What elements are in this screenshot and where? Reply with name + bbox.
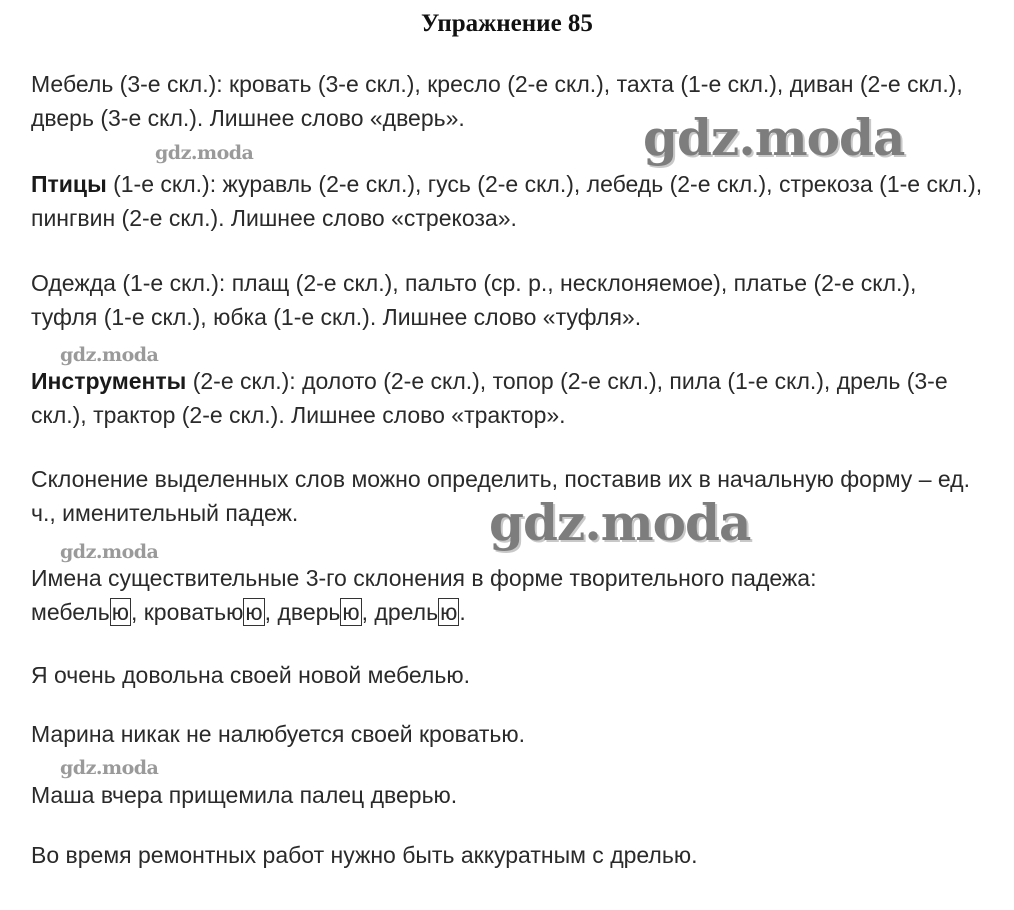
- paragraph-text: Склонение выделенных слов можно определить, поставив их в начальную форму – ед. ч., именительный падеж.: [31, 466, 970, 526]
- word-stem: мебель: [31, 599, 110, 625]
- paragraph-birds: [31, 167, 986, 235]
- paragraph-text: Мебель (3-е скл.): кровать (3-е скл.), кресло (2-е скл.), тахта (1-е скл.), диван (2-е скл.), дверь (3-е скл.). Лишнее слово «дверь».: [31, 71, 963, 131]
- separator: ,: [130, 599, 144, 625]
- watermark-small: gdz.moda: [60, 757, 159, 779]
- watermark-small: gdz.moda: [60, 344, 159, 366]
- ending-box: ю: [440, 599, 458, 625]
- paragraph-text: Имена существительные 3-го склонения в форме творительного падежа:: [31, 565, 817, 591]
- sentence-text: Марина никак не налюбуется своей кроватью.: [31, 721, 526, 747]
- paragraph-text: Одежда (1-е скл.): плащ (2-е скл.), пальто (ср. р., несклоняемое), платье (2-е скл.), туфля (1-е скл.), юбка (1-е скл.). Лишнее слово «туфля».: [31, 270, 917, 330]
- ending-box: ю: [245, 599, 263, 625]
- watermark-small: gdz.moda: [155, 142, 254, 164]
- sentence-text: Во время ремонтных работ нужно быть аккуратным с дрелью.: [31, 842, 698, 868]
- word-stem: дрель: [374, 599, 439, 625]
- sentence-3: [31, 778, 986, 812]
- ending-box: ю: [111, 599, 129, 625]
- exercise-title: Упражнение 85: [421, 10, 593, 37]
- separator: ,: [361, 599, 375, 625]
- ending-box: ю: [342, 599, 360, 625]
- paragraph-instrumental-case: [31, 561, 986, 629]
- paragraph-tools: [31, 364, 986, 432]
- sentence-text: Маша вчера прищемила палец дверью.: [31, 782, 458, 808]
- sentence-1: [31, 658, 986, 692]
- sentence-2: [31, 717, 986, 751]
- paragraph-clothes: [31, 266, 986, 334]
- bold-term: Птицы: [31, 171, 107, 197]
- sentence-text: Я очень довольна своей новой мебелью.: [31, 662, 470, 688]
- paragraph-text: (1-е скл.): журавль (2-е скл.), гусь (2-е скл.), лебедь (2-е скл.), стрекоза (1-е скл.), пингвин (2-е скл.). Лишнее слово «стрекоза».: [31, 171, 983, 231]
- word-stem: дверь: [277, 599, 341, 625]
- sentence-4: [31, 838, 986, 872]
- separator: ,: [264, 599, 278, 625]
- watermark-large: gdz.moda: [489, 493, 751, 552]
- word-stem: кроватью: [143, 599, 244, 625]
- watermark-large: gdz.moda: [643, 108, 905, 167]
- watermark-small: gdz.moda: [60, 541, 159, 563]
- paragraph-text: (2-е скл.): долото (2-е скл.), топор (2-е скл.), пила (1-е скл.), дрель (3-е скл.), трактор (2-е скл.). Лишнее слово «трактор».: [31, 368, 948, 428]
- separator: .: [459, 599, 466, 625]
- bold-term: Инструменты: [31, 368, 187, 394]
